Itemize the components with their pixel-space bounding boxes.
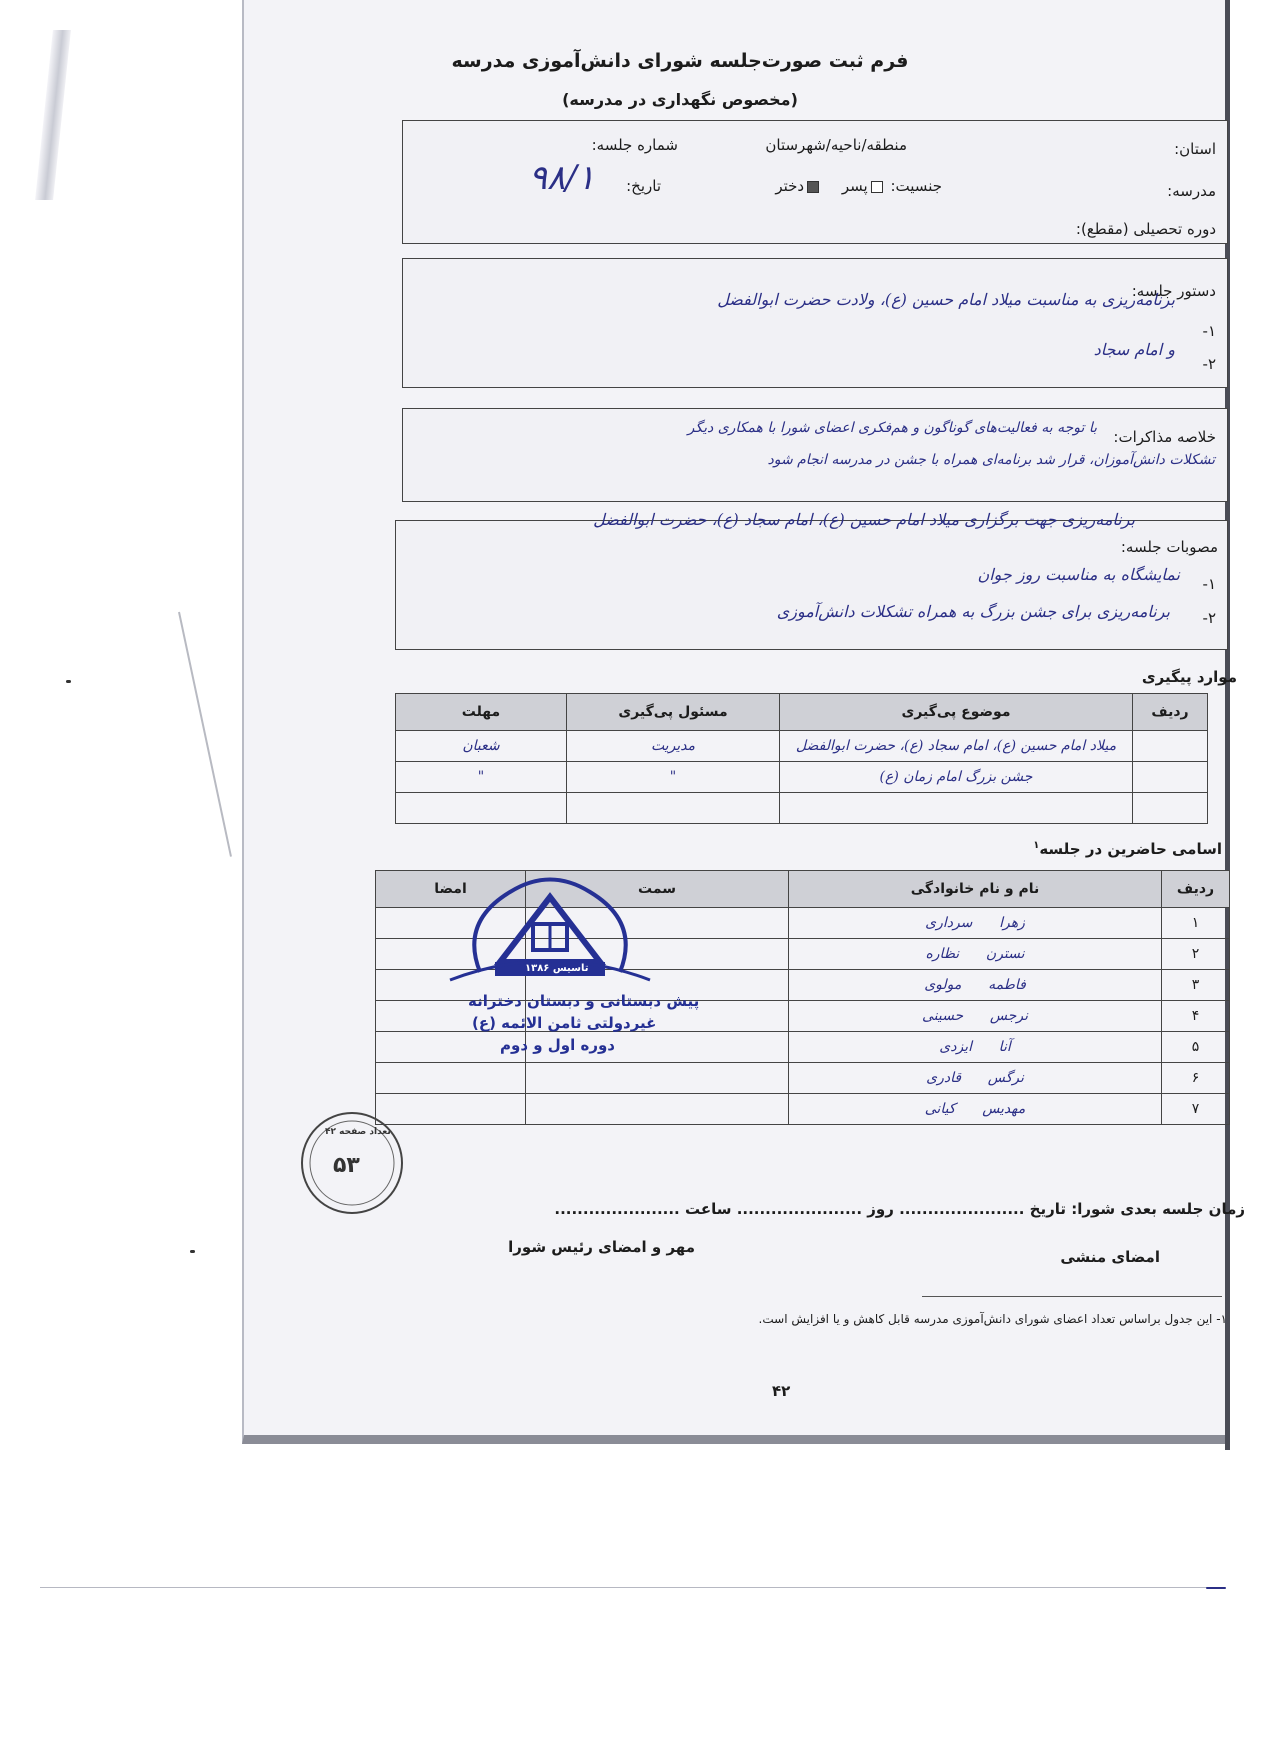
- stamp-line-3: دوره اول و دوم: [500, 1036, 615, 1054]
- attendee-row-num: ۵: [1162, 1032, 1230, 1063]
- col-name: نام و نام خانوادگی: [789, 871, 1162, 908]
- col-signature: امضا: [376, 871, 526, 908]
- gender-boy-checkbox[interactable]: [871, 181, 883, 193]
- attendee-name: [789, 908, 1162, 939]
- followup-row-num: [1133, 793, 1208, 824]
- attendee-row-num: ۴: [1162, 1001, 1230, 1032]
- followup-deadline: شعبان: [396, 731, 567, 762]
- attendee-role: [526, 1094, 789, 1125]
- agenda-item-2-num: ۲-: [1202, 355, 1216, 373]
- gender-girl-label: دختر: [775, 177, 805, 195]
- footnote-marker: ۱: [1033, 840, 1040, 851]
- table-row: [396, 793, 1208, 824]
- agenda-box: [402, 258, 1228, 388]
- resolution-2-num: ۲-: [1202, 609, 1216, 627]
- resolution-1-num: ۱-: [1202, 575, 1216, 593]
- attendee-last-name: ایزدی: [939, 1039, 972, 1055]
- attendees-label: اسامی حاضرین در جلسه: [1039, 840, 1222, 858]
- followup-row-num: [1133, 731, 1208, 762]
- followup-topic: جشن بزرگ امام زمان (ع): [780, 762, 1133, 793]
- followup-section-label: موارد پیگیری: [1141, 668, 1237, 686]
- followup-topic: [780, 793, 1133, 824]
- gender-field: [775, 177, 942, 195]
- round-seal: [297, 1105, 407, 1220]
- followup-deadline: [396, 793, 567, 824]
- resolutions-box: [395, 520, 1228, 650]
- attendee-name: [789, 1001, 1162, 1032]
- seal-top-text: تعداد صفحه ۴۲: [325, 1127, 391, 1137]
- followup-owner: [567, 793, 780, 824]
- resolution-2-text: برنامه‌ریزی برای جشن بزرگ به همراه تشکلات دانش‌آموزی: [776, 602, 1170, 621]
- resolution-1-text: نمایشگاه به مناسبت روز جوان: [977, 565, 1180, 584]
- attendee-role: [526, 1063, 789, 1094]
- discussion-line-2: تشکلات دانش‌آموزان، قرار شد برنامه‌ای همراه با جشن در مدرسه انجام شود: [767, 452, 1215, 468]
- stamp-year: تاسیس ۱۳۸۶: [525, 963, 589, 974]
- date-label: تاریخ:: [626, 177, 661, 195]
- attendee-last-name: حسینی: [921, 1008, 964, 1024]
- session-number-label: شماره جلسه:: [591, 136, 678, 154]
- attendee-last-name: نظاره: [925, 946, 960, 962]
- agenda-label: دستور جلسه:: [1131, 282, 1216, 300]
- gender-boy-label: پسر: [841, 177, 868, 195]
- attendee-row-num: ۱: [1162, 908, 1230, 939]
- resolutions-label: مصوبات جلسه:: [1120, 538, 1218, 556]
- chair-signature-label: مهر و امضای رئیس شورا: [508, 1238, 695, 1256]
- col-row: ردیف: [1162, 871, 1230, 908]
- followup-deadline: ": [396, 762, 567, 793]
- col-row: ردیف: [1133, 694, 1208, 731]
- col-topic: موضوع پی‌گیری: [780, 694, 1133, 731]
- seal-number: ۵۳: [333, 1153, 360, 1178]
- school-label: مدرسه:: [1167, 182, 1216, 200]
- col-role: سمت: [526, 871, 789, 908]
- followup-table: [395, 693, 1208, 824]
- attendee-name: [789, 1094, 1162, 1125]
- level-label: دوره تحصیلی (مقطع):: [1075, 220, 1216, 238]
- stamp-line-1: پیش دبستانی و دبستان دخترانه: [468, 992, 700, 1010]
- folded-page-edge: [35, 30, 71, 200]
- followup-header-row: [396, 694, 1208, 731]
- table-row: [396, 731, 1208, 762]
- discussion-label: خلاصه مذاکرات:: [1113, 428, 1216, 446]
- attendees-section-label: [1033, 840, 1222, 858]
- attendee-row-num: ۷: [1162, 1094, 1230, 1125]
- stamp-line-2: غیردولتی ثامن الائمه (ع): [472, 1014, 657, 1032]
- attendee-name: [789, 939, 1162, 970]
- region-label: منطقه/ناحیه/شهرستان: [765, 136, 907, 154]
- discussion-line-1: با توجه به فعالیت‌های گوناگون و هم‌فکری اعضای شورا با همکاری دیگر: [687, 420, 1097, 436]
- attendee-first-name: آنا: [998, 1039, 1011, 1055]
- attendee-row-num: ۲: [1162, 939, 1230, 970]
- attendee-row-num: ۶: [1162, 1063, 1230, 1094]
- attendee-last-name: مولوی: [924, 977, 962, 993]
- attendee-first-name: نرجس: [989, 1008, 1029, 1024]
- footnote-rule: [922, 1296, 1222, 1297]
- scan-bottom-line: [40, 1587, 1220, 1588]
- attendee-last-name: سرداری: [925, 915, 973, 931]
- school-stamp: [440, 862, 700, 1057]
- agenda-item-2-text: و امام سجاد: [1093, 340, 1175, 359]
- followup-topic: میلاد امام حسین (ع)، امام سجاد (ع)، حضرت ابوالفضل: [780, 731, 1133, 762]
- attendee-first-name: فاطمه: [988, 977, 1026, 993]
- attendee-first-name: نرگس: [987, 1070, 1024, 1086]
- agenda-item-1-num: ۱-: [1202, 322, 1216, 340]
- footnote-text: ۱- این جدول براساس تعداد اعضای شورای دانش‌آموزی مدرسه قابل کاهش و یا افزایش است.: [758, 1312, 1227, 1326]
- attendee-last-name: قادری: [926, 1070, 962, 1086]
- attendee-name: [789, 970, 1162, 1001]
- resolutions-intro: برنامه‌ریزی جهت برگزاری میلاد امام حسین (ع)، امام سجاد (ع)، حضرت ابوالفضل: [593, 510, 1135, 529]
- form-subtitle: (مخصوص نگهداری در مدرسه): [562, 90, 798, 109]
- table-row: [376, 1094, 1230, 1125]
- col-deadline: مهلت: [396, 694, 567, 731]
- col-owner: مسئول پی‌گیری: [567, 694, 780, 731]
- scan-speck: [190, 1250, 195, 1253]
- agenda-item-1-text: برنامه‌ریزی به مناسبت میلاد امام حسین (ع)، ولادت حضرت ابوالفضل: [717, 290, 1175, 309]
- province-label: استان:: [1174, 140, 1216, 158]
- followup-owner: مدیریت: [567, 731, 780, 762]
- attendee-first-name: نسترن: [985, 946, 1025, 962]
- attendee-last-name: کیانی: [924, 1101, 956, 1117]
- followup-row-num: [1133, 762, 1208, 793]
- gender-label: جنسیت:: [890, 177, 942, 195]
- gender-girl-checkbox[interactable]: [807, 181, 819, 193]
- form-title: فرم ثبت صورت‌جلسه شورای دانش‌آموزی مدرسه: [451, 50, 909, 72]
- page-number: ۴۲: [772, 1382, 791, 1400]
- attendee-first-name: زهرا: [999, 915, 1025, 931]
- next-meeting-label: زمان جلسه بعدی شورا: تاریخ ...................... روز ...................... ساعت ......................: [554, 1200, 1245, 1218]
- attendee-signature: [376, 1063, 526, 1094]
- followup-owner: ": [567, 762, 780, 793]
- scan-speck: [1206, 1587, 1226, 1589]
- table-row: [396, 762, 1208, 793]
- table-row: [376, 1063, 1230, 1094]
- attendee-first-name: مهدیس: [982, 1101, 1026, 1117]
- stray-pen-line: [178, 612, 232, 857]
- scan-speck: [66, 680, 71, 683]
- secretary-signature-label: امضای منشی: [1060, 1248, 1160, 1266]
- attendee-name: [789, 1032, 1162, 1063]
- attendee-row-num: ۳: [1162, 970, 1230, 1001]
- date-value: ۹۸/۱: [528, 158, 595, 198]
- attendee-name: [789, 1063, 1162, 1094]
